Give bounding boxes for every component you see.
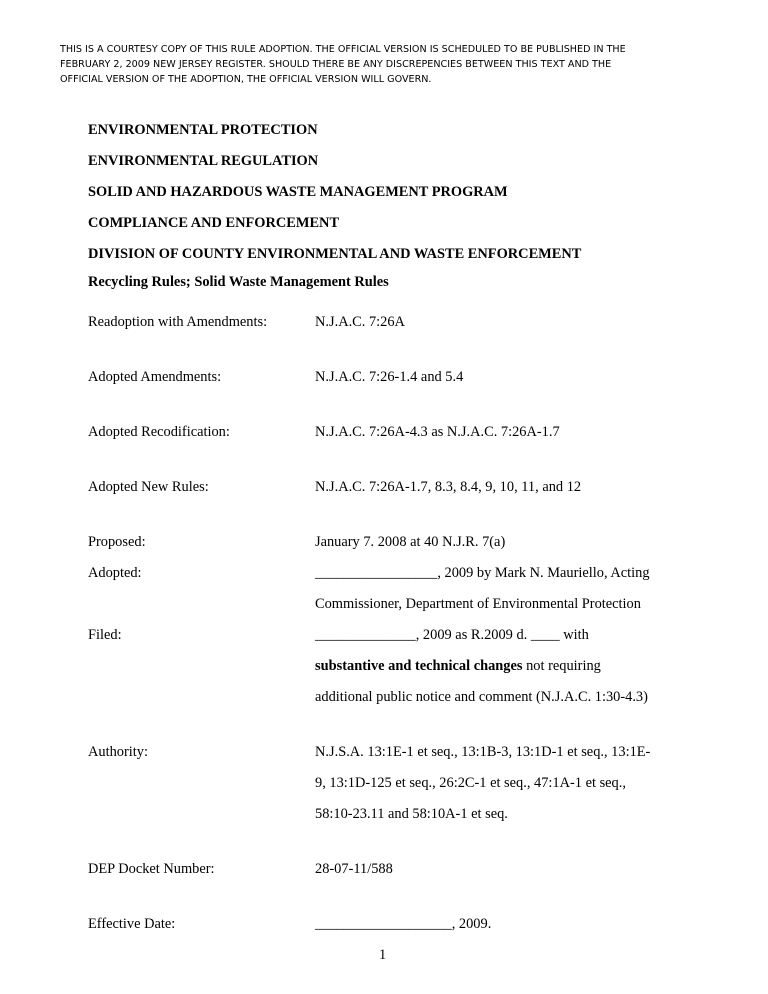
filed-changes-emphasis: substantive and technical changes: [315, 658, 523, 674]
proposed-label: Proposed:: [88, 534, 146, 550]
docket-value: 28-07-11/588: [315, 861, 393, 877]
effective-date-value: ___________________, 2009.: [315, 916, 492, 932]
effective-date-label: Effective Date:: [88, 916, 176, 932]
adopted-label: Adopted:: [88, 565, 142, 581]
rule-title: Recycling Rules; Solid Waste Management Rules: [88, 274, 389, 290]
readoption-value: N.J.A.C. 7:26A: [315, 314, 405, 330]
filed-value-line-1: ______________, 2009 as R.2009 d. ____ with: [315, 627, 589, 643]
adopted-value-line-2: Commissioner, Department of Environmental Protection: [315, 596, 641, 612]
filed-value-line-3: additional public notice and comment (N.J.A.C. 1:30-4.3): [315, 689, 648, 705]
page-number: 1: [379, 947, 387, 963]
docket-label: DEP Docket Number:: [88, 861, 215, 877]
authority-value-line-1: N.J.S.A. 13:1E-1 et seq., 13:1B-3, 13:1D-1 et seq., 13:1E-: [315, 744, 651, 760]
notice-line-1: THIS IS A COURTESY COPY OF THIS RULE ADOPTION. THE OFFICIAL VERSION IS SCHEDULED TO BE PUBLISHED IN THE: [60, 44, 626, 55]
authority-label: Authority:: [88, 744, 148, 760]
heading-division: DIVISION OF COUNTY ENVIRONMENTAL AND WASTE ENFORCEMENT: [88, 246, 582, 262]
filed-changes-rest: not requiring: [522, 658, 601, 674]
authority-value-line-2: 9, 13:1D-125 et seq., 26:2C-1 et seq., 47:1A-1 et seq.,: [315, 775, 626, 791]
proposed-value: January 7. 2008 at 40 N.J.R. 7(a): [315, 534, 506, 550]
filed-label: Filed:: [88, 627, 122, 643]
courtesy-copy-notice: [60, 42, 700, 87]
heading-environmental-regulation: ENVIRONMENTAL REGULATION: [88, 153, 319, 169]
filed-value-line-2: [315, 658, 601, 675]
heading-waste-program: SOLID AND HAZARDOUS WASTE MANAGEMENT PROGRAM: [88, 184, 508, 200]
readoption-label: Readoption with Amendments:: [88, 314, 268, 330]
notice-line-2: FEBRUARY 2, 2009 NEW JERSEY REGISTER. SHOULD THERE BE ANY DISCREPENCIES BETWEEN THIS TEXT AND THE: [60, 59, 612, 70]
heading-compliance-enforcement: COMPLIANCE AND ENFORCEMENT: [88, 215, 340, 231]
amendments-label: Adopted Amendments:: [88, 369, 222, 385]
recodification-value: N.J.A.C. 7:26A-4.3 as N.J.A.C. 7:26A-1.7: [315, 424, 560, 440]
notice-line-3: OFFICIAL VERSION OF THE ADOPTION, THE OFFICIAL VERSION WILL GOVERN.: [60, 74, 432, 85]
amendments-value: N.J.A.C. 7:26-1.4 and 5.4: [315, 369, 464, 385]
recodification-label: Adopted Recodification:: [88, 424, 230, 440]
new-rules-value: N.J.A.C. 7:26A-1.7, 8.3, 8.4, 9, 10, 11, and 12: [315, 479, 582, 495]
adopted-value-line-1: _________________, 2009 by Mark N. Mauriello, Acting: [315, 565, 650, 581]
heading-environmental-protection: ENVIRONMENTAL PROTECTION: [88, 122, 318, 138]
new-rules-label: Adopted New Rules:: [88, 479, 209, 495]
authority-value-line-3: 58:10-23.11 and 58:10A-1 et seq.: [315, 806, 508, 822]
